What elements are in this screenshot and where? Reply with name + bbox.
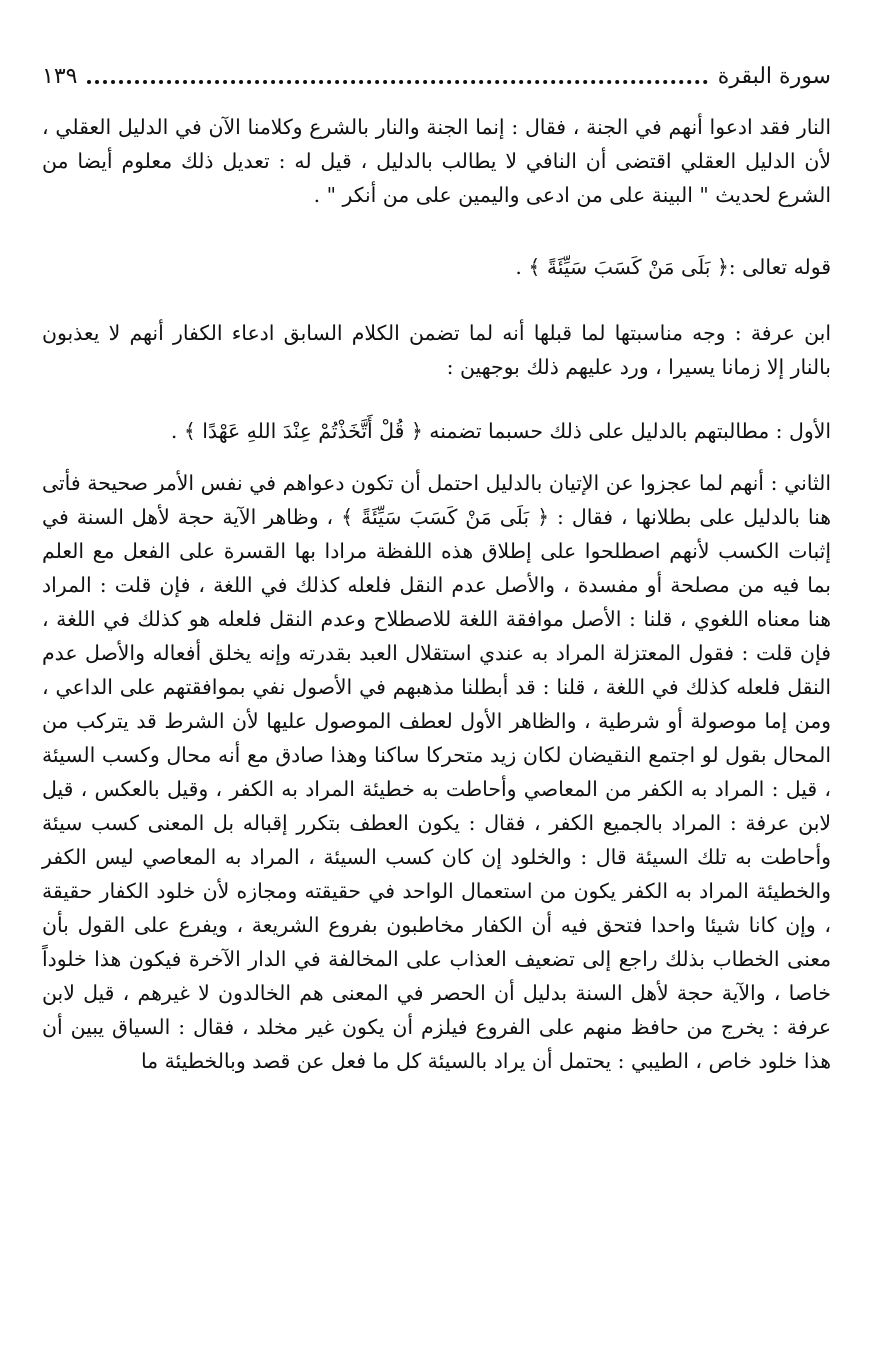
paragraph-ibn-arafa: ابن عرفة : وجه مناسبتها لما قبلها أنه لما تضمن الكلام السابق ادعاء الكفار أنهم لا يعذبون بالنار إلا زمانا يسيرا ، ورد عليهم ذلك بوجهين : xyxy=(42,321,831,379)
paragraph-1: النار فقد ادعوا أنهم في الجنة ، فقال : إنما الجنة والنار بالشرع وكلامنا الآن في الدليل العقلي ، لأن الدليل العقلي اقتضى أن النافي لا يطالب بالدليل ، قيل له : تعديل ذلك معلوم أيضا من الشرع لحديث " البينة على من ادعى واليمين على من أنكر " . xyxy=(42,115,831,207)
page-header xyxy=(42,58,831,94)
page-number: ١٣٩ xyxy=(42,63,78,89)
paragraph-second-point: الثاني : أنهم لما عجزوا عن الإتيان بالدليل احتمل أن تكون دعواهم في نفس الأمر صحيحة فأتى هنا بالدليل على بطلانها ، فقال : ﴿ بَلَى مَنْ كَسَبَ سَيِّئَةً ﴾ ، وظاهر الآية حجة لأهل السنة في إثبات الكسب لأنهم اصطلحوا على إطلاق هذه اللفظة مرادا بها القسرة على الفعل مع العلم بما فيه من مصلحة أو مفسدة ، والأصل عدم النقل فلعله كذلك في اللغة ، فإن قلت : المراد هنا معناه اللغوي ، قلنا : الأصل موافقة اللغة للاصطلاح وعدم النقل فلعله هو كذلك في اللغة ، فإن قلت : فقول المعتزلة المراد به عندي استقلال العبد بقدرته وإنه يخلق أفعاله والأصل عدم النقل فلعله كذلك في اللغة ، قلنا : قد أبطلنا مذهبهم في الأصول نفي بموافقتهم على الداعي ، ومن إما موصولة أو شرطية ، والظاهر الأول لعطف الموصول عليها لأن الشرط قد يتركب من المحال بقول لو اجتمع النقيضان لكان زيد متحركا ساكنا وهذا صادق مع أنه محال وكسب السيئة ، قيل : المراد به الكفر من المعاصي وأحاطت به خطيئة المراد به الكفر ، وقيل بالعكس ، قيل لابن عرفة : المراد بالجميع الكفر ، فقال : يكون العطف بتكرر إقباله بل المعنى كسب سيئة وأحاطت به تلك السيئة قال : والخلود إن كان كسب السيئة ، المراد به المعاصي ليس الكفر والخطيئة المراد به الكفر يكون من استعمال الواحد في حقيقته ومجازه لأن خلود الكفار حقيقة ، وإن كانا شيئا واحدا فتحق فيه أن الكفار مخاطبون بفروع الشريعة ، ويفرع على القول بأن معنى الخطاب بذلك راجع إلى تضعيف العذاب على المخالفة في الدار الآخرة فيكون هذا خلوداً خاصا ، والآية حجة لأهل السنة بدليل أن الحصر في المعنى هم الخالدون لا غيرهم ، قيل لابن عرفة : يخرج من حافظ منهم على الفروع فيلزم أن يكون غير مخلد ، فقال : السياق يبين أن هذا خلود خاص ، الطيبي : يحتمل أن يراد بالسيئة كل ما فعل عن قصد وبالخطيئة ما xyxy=(42,471,831,1073)
running-title: سورة البقرة xyxy=(717,63,831,89)
paragraph-first-point: الأول : مطالبتهم بالدليل على ذلك حسبما تضمنه ﴿ قُلْ أَتَّخَذْتُمْ عِنْدَ اللهِ عَهْدًا ﴾ . xyxy=(170,419,831,443)
verse-heading: قوله تعالى :﴿ بَلَى مَنْ كَسَبَ سَيِّئَةً ﴾ . xyxy=(515,255,831,279)
dotted-leader xyxy=(87,80,707,84)
